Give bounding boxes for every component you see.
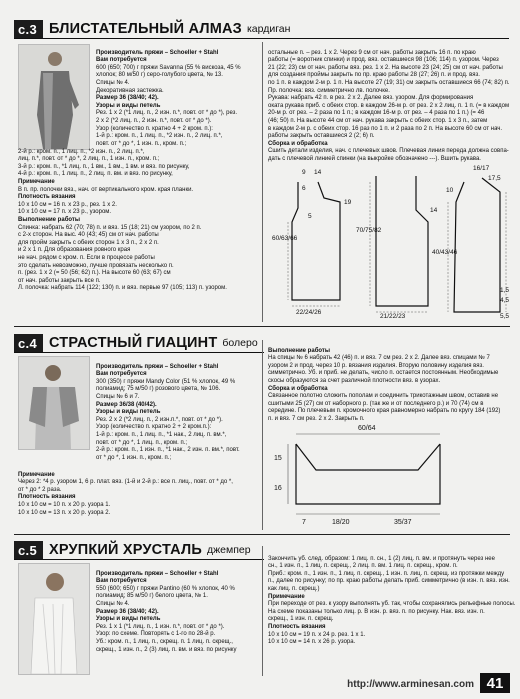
jumper-photo-figure [19, 564, 89, 674]
s4-s5-divider [14, 534, 510, 535]
label-s3-4: 17,5 [488, 175, 501, 182]
bolero-schematic [268, 420, 512, 528]
label-s3-14: 5 [308, 213, 312, 220]
label-s4-1: 15 [274, 455, 282, 462]
label-s3-16: 14 [430, 207, 438, 214]
section-5-label: с.5 [14, 541, 43, 559]
label-s3-9: 21/22/23 [380, 313, 406, 320]
section-4-label: с.4 [14, 334, 43, 352]
label-s3-1: 14 [314, 169, 322, 176]
s3-col1-bottom: 2-й р.: кром. п., 1 лиц. п., *2 изн. п., 2 лиц. п.*, лиц. п.*, повт. от * до *, 2 лиц. п., 1 изн. п., кром. п.; 3-й р.: кром. п., *1 лиц. п., 1 вм., 1 вм., 1 вм. и вяз. по рисунку, 4-й р.: кром. п., 1 лиц. п., 2 лиц. п. вм. и вяз. по рисунку, Примечание В п. пр. полочки вяз., нач. от вертикального кром. края планки. Плотность вязания 10 х 10 см = 16 п. х 23 р., рез. 1 х 2. 10 х 10 см = 17 п. х 23 р., узором. Выполнение работы Спинка: набрать 62 (70; 78) п. и вяз. 15 (18; 21) см узором, по 2 п. с 2-х сторон. На выс. 40 (43; 45) см от нач. работы для пройм закрыть с обеих сторон 1 х 3 п., 2 х 2 п. и 2 х 1 п. Для образования ровного края не нач. рядом с кром. п. Если в процессе работы это сделать невозможно, лучше провязать несколько п. п. (рез. 1 х 2 (= 50 (56; 62) п.). На высоте 60 (63; 67) см от нач. работы закрыть все п. Л. полочка: набрать 114 (122; 130) п. и вяз. первые 97 (105; 113) п. узором. [18, 148, 227, 292]
s3-col2: остальные п. – рез. 1 х 2. Через 9 см от нач. работы закрыть 16 п. по краю работы (= воротник спинки) и прод. вяз. оставшиеся 98 (106; 114) п. узором. Через 21 (22; 23) см от нач. работы вяз. рез. 1 х 2. На высоте 23 (24; 25) см от нач. работы для создания проймы закрыть по пр. краю работы 28 (27; 26) п. и прод. вяз. по 1 п. в каждом 2-м р. 1 п. На высоте 27 (19; 31) см закрыть оставшиеся 66 (74; 82) п. Пр. полочка: вяз. симметрично лв. полочке. Рукава: набрать 42 п. в рез. 2 х 2. Далее вяз. узором. Для формирования оката рукава приб. с обеих стор. в каждом 26-м р. от рез. 2 х 2 лиц. п. 1 п. (= в каждом 20-м р. от рез. – 2 раза по 1 п.; в каждом 16-м р. от рез. – 4 раза по 1 п.) (= 46 (46; 50) п. На высоте 44 см от нач. рукава закрыть с обеих стор. 1 х 3 п., затем в каждом 2-м р. с обеих стор. 16 раз по 1 п. и 2 раза по 2 п. На высоте 60 см от нач. работы закрыть оставшиеся 2 (2; 6) п. Сборка и обработка Сшить детали изделия, нач. с плечевых швов. Плечевая линия переда должна совпа- дать с плечевой линией спинки (на выкройке обозначено ---). Вшить рукава. [268, 49, 510, 162]
s3-col1-top: Производитель пряжи – Schoeller + Stahl Вам потребуется 600 (650; 700) г пряжи Savanna (55 % вискоза, 45 % хлопок; 80 м/50 г) серо-голубого цвета, № 13. Спицы № 4. Декоративная застежка. Размер 36 (38/40; 42). Узоры и виды петель Рез. 1 х 2 (*1 лиц. п., 2 изн. п.*, повт. от * до *), рез. 2 х 2 (*2 лиц. п., 2 изн. п.*, повт. от * до *). Узор (количество п. кратно 4 + 2 кром. п.): 1-й р.: кром. п., 1 лиц. п., *2 изн. п., 2 лиц. п.*, повт. от * до *, 1 изн. п., кром. п.; [96, 49, 241, 147]
bolero-panel-outline [296, 444, 440, 504]
s5-col1: Производитель пряжи – Schoeller + Stahl Вам потребуется 550 (600; 650) г пряжи Pantino (60 % хлопок, 40 % полиамид; 85 м/50 г) белого цвета, № 1. Спицы № 4. Размер 36 (38/40; 42). Узоры и виды петель Рез. 1 х 1 (*1 лиц. п., 1 изн. п.*, повт. от * до *). Узор: по схеме. Повторять с 1-го по 28-й р. Уб.: кром. п., 1 лиц. п., скрещ. п. 1 лиц. п. скрещ., скрещ., 1 изн. п., 2 (3) лиц. п. вм. и вяз. по рисунку [96, 570, 237, 653]
section-4-subtitle: болеро [222, 337, 258, 349]
label-s3-2: 6 [302, 185, 306, 192]
label-s4-3: 7 [302, 519, 306, 526]
jumper-photo [18, 563, 90, 675]
section-4-title: СТРАСТНЫЙ ГИАЦИНТ [48, 335, 218, 351]
bolero-photo-figure [19, 357, 89, 449]
s3-s4-divider [14, 326, 510, 327]
s5-column-divider [262, 546, 263, 676]
sleeve-outline [454, 178, 500, 312]
label-s3-10: 19 [344, 199, 352, 206]
watermark-url: http://www.arminesan.com [347, 679, 474, 690]
cardigan-schematic [268, 162, 516, 322]
section-3-subtitle: кардиган [246, 23, 291, 35]
label-s3-12: 4,5 [500, 297, 510, 304]
section-4-banner [14, 334, 264, 353]
s5-col2: Закончить уб. след. образом: 1 лиц. п. сн., 1 (2) лиц. п. вм. и протянуть через нее сн., 1 изн. п., 1 лиц. п. скрещ., 2 лиц. п. вм. 1 лиц. п. скрещ., кром. п. Приб.: кром. п., 1 изн. п., 1 лиц. п. скрещ., 1 изн. п. лиц. п. скрещ. из протяжки между п., далее по рисунку; по пр. краю работы делать приб. симметрично (в изн. п. вяз. изн. как лиц. п. скрещ.) Примечание При переходе от рез. к узору выполнять уб. так, чтобы сохранялись рельефные полосы. На схеме показаны только лиц. р. В изн. р. вяз. п. по рисунку. Нак. вяз. изн. п. скрещ., 1 изн. п. скрещ. Плотность вязания 10 х 10 см = 19 п. х 24 р. рез. 1 х 1. 10 х 10 см = 14 п. х 26 р. узора. [268, 555, 516, 646]
s4-column-divider [262, 340, 263, 530]
label-s3-15: 10 [446, 187, 454, 194]
s4-col2: Выполнение работы На спицы № 6 набрать 42 (46) п. и вяз. 7 см рез. 2 х 2. Далее вяз. спицами № 7 узором 2 и прод. через 10 р. вязания изделия. Вторую половину изделия вяз. симметрично. Уб. и приб. не делать, число п. остается постоянным. Необходимые скосы образуются за счет различной плотности вяз. в узорах. Сборка и обработка Связанное полотно сложить пополам и соединить трикотажным швом, оставив не сшитыми 25 (27) см от наборного р. (так же и от последнего р.) и 70 (74) см в середине. По плечевым п. кромочного края равномерно набрать по кругу 184 (192) п. и вяз. 7 см рез. 2 х 2. Закрыть п. [268, 347, 501, 422]
label-s3-13: 5,5 [500, 313, 510, 320]
cardigan-photo [18, 44, 90, 150]
front-piece-outline [376, 176, 428, 306]
back-piece-outline [292, 182, 340, 300]
section-3-title: БЛИСТАТЕЛЬНЫЙ АЛМАЗ [48, 21, 242, 37]
section-5-subtitle: джемпер [206, 544, 251, 556]
section-5-title: ХРУПКИЙ ХРУСТАЛЬ [48, 542, 202, 558]
section-5-banner [14, 541, 264, 560]
cardigan-photo-figure [19, 45, 89, 149]
label-s4-4: 18/20 [332, 519, 350, 526]
page-number: 41 [480, 673, 510, 693]
label-s4-0: 60/64 [358, 425, 376, 432]
label-s4-2: 16 [274, 485, 282, 492]
s4-col1-bottom: Примечание Через 2: *4 р. узором 1, 6 р. плат. вяз. (1-й и 2-й р.: все п. лиц., повт. от * до *, от * до * 2 раза. Плотность вязания 10 х 10 см = 10 п. х 20 р. узора 1. 10 х 10 см = 13 п. х 20 р. узора 2. [18, 471, 233, 516]
label-s3-6: 70/75/82 [356, 227, 382, 234]
label-s3-7: 40/43/46 [432, 249, 458, 256]
label-s3-8: 22/24/26 [296, 309, 322, 316]
label-s4-5: 35/37 [394, 519, 412, 526]
label-s3-5: 60/63/66 [272, 235, 298, 242]
section-3-label: с.3 [14, 20, 43, 38]
bolero-photo [18, 356, 90, 450]
label-s3-11: 1,5 [500, 287, 510, 294]
label-s3-3: 16/17 [473, 165, 490, 172]
section-3-banner [14, 20, 509, 39]
label-s3-0: 9 [302, 169, 306, 176]
s3-column-divider [262, 42, 263, 322]
s4-col1-top: Производитель пряжи – Schoeller + Stahl Вам потребуется 300 (350) г пряжи Mandy Color (51 % хлопок, 49 % полиамид; 75 м/50 г) розового цвета, № 106. Спицы № 6 и 7. Размер 36/38 (40/42). Узоры и виды петель Рез. 2 х 2 (*2 лиц. п., 2 изн.п.*, повт. от * до *). Узор (количество п. кратно 2 + 2 кром.п.): 1-й р.: кром. п., 1 лиц. п., *1 нак., 2 лиц. п. вм.*, повт. от * до *, 1 лиц. п., кром. п.; 2-й р.: кром. п., 1 изн. п., *1 нак., 2 изн. п. вм.*, повт. от * до *, 1 изн. п., кром. п.; [96, 363, 240, 461]
